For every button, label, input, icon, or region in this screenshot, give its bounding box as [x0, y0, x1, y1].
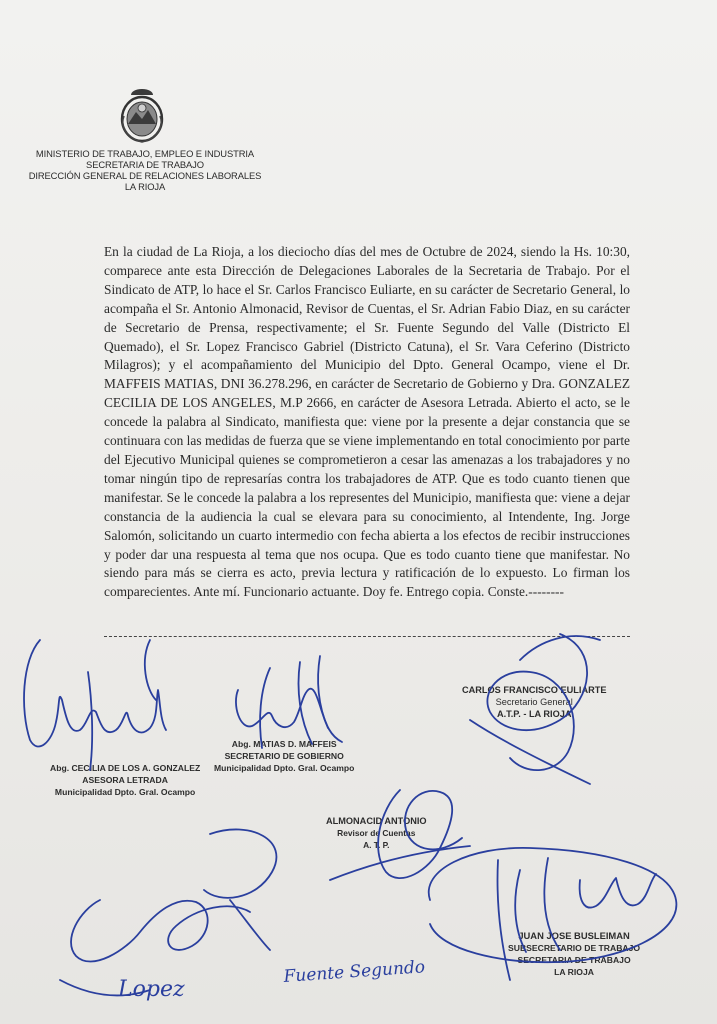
stamp-busleiman-name: JUAN JOSE BUSLEIMAN: [518, 930, 630, 941]
signature-maffeis: [236, 689, 342, 742]
stamp-busleiman-role: SUBSECRETARIO DE TRABAJO: [508, 943, 641, 953]
provincial-seal-icon: [116, 86, 168, 144]
stamp-maffeis-name: Abg. MATIAS D. MAFFEIS: [231, 739, 337, 749]
dashed-separator: [104, 636, 630, 637]
stamp-maffeis-role: SECRETARIO DE GOBIERNO: [224, 751, 344, 761]
ministry-header: [20, 148, 270, 192]
stamp-euliarte-name: CARLOS FRANCISCO EULIARTE: [462, 685, 607, 695]
stamp-almonacid: [326, 815, 427, 851]
stamp-gonzalez-name: Abg. CECILIA DE LOS A. GONZALEZ: [50, 763, 201, 773]
header-line-la-rioja: LA RIOJA: [124, 181, 166, 192]
signature-gonzalez: [24, 640, 166, 747]
stamp-gonzalez: [50, 762, 200, 798]
stamp-busleiman-city: LA RIOJA: [554, 967, 594, 977]
stamp-almonacid-org: A. T. P.: [363, 840, 390, 850]
stamp-almonacid-role: Revisor de Cuentas: [337, 828, 416, 838]
stamp-gonzalez-org: Municipalidad Dpto. Gral. Ocampo: [54, 787, 196, 797]
handwritten-lopez: Lopez: [118, 977, 185, 1002]
header-line-ministry: MINISTERIO DE TRABAJO, EMPLEO E INDUSTRIA: [35, 148, 255, 159]
stamp-busleiman-office: SECRETARIA DE TRABAJO: [517, 955, 631, 965]
stamp-euliarte: [462, 684, 606, 720]
signature-vara: [71, 900, 250, 962]
header-line-direccion: DIRECCIÓN GENERAL DE RELACIONES LABORALES: [28, 170, 262, 181]
stamp-euliarte-role: Secretario General: [495, 697, 573, 707]
stamp-maffeis-org: Municipalidad Dpto. Gral. Ocampo: [214, 763, 355, 773]
handwritten-fuente: Fuente Segundo: [282, 957, 426, 987]
stamp-busleiman: [508, 930, 640, 978]
header-line-secretaria: SECRETARIA DE TRABAJO: [86, 159, 204, 170]
act-body: [104, 243, 630, 602]
stamp-gonzalez-role: ASESORA LETRADA: [82, 775, 168, 785]
stamp-almonacid-name: ALMONACID ANTONIO: [326, 816, 427, 826]
act-paragraph: En la ciudad de La Rioja, a los dieciocho días del mes de Octubre de 2024, siendo la Hs. 10:30, comparece ante esta Dirección de Delegaciones Laborales de la Secretaria de Trabajo. Por el Sindicato de ATP, lo hace el Sr. Carlos Francisco Euliarte, en su carácter de Secretario General, lo acompaña el Sr. Antonio Almonacid, Revisor de Cuentas, el Sr. Adrian Fabio Diaz, en su carácter de Secretario de Prensa, respectivamente; el Sr. Fuente Segundo del Valle (Districto El Quemado), el Sr. Lopez Francisco Gabriel (Districto Catuna), el Sr. Vara Ceferino (Districto Milagros); y el acompañamiento del Municipio del Dpto. General Ocampo, viene el Dr. MAFFEIS MATIAS, DNI 36.278.296, en carácter de Secretario de Gobierno y Dra. GONZALEZ CECILIA DE LOS ANGELES, M.P 2666, en carácter de Asesora Letrada. Abierto el acto, se le concede la palabra al Sindicato, manifiesta que: viene por la presente a dejar constancia que se continuara con las medidas de fuerza que se viene implementando en total conocimiento por parte del Ejecutivo Municipal quienes se comprometieron a cesar las amenazas a los trabajadores y no tomar ningún tipo de represarías contra los trabajadores de ATP. Que es todo cuanto tienen que manifestar. Se le concede la palabra a los representes del Municipio, manifiesta que: viene a dejar constancia de la audiencia la cual se elevara para su conocimiento, al Intendente, Ing. Jorge Salomón, solicitando un cuarto intermedio con fecha abierta a los efectos de recibir instrucciones y poder dar una respuesta al tema que nos ocupa. Que es todo cuanto tiene que manifestar. No siendo para más se cierra es acto, previa lectura y ratificación de lo expuesto. Lo firman los comparecientes. Ante mí. Funcionario actuante. Doy fe. Entrego copia. Conste.--------: [104, 244, 630, 600]
stamp-maffeis: [214, 738, 354, 774]
stamp-euliarte-org: A.T.P. - LA RIOJA: [496, 709, 572, 719]
